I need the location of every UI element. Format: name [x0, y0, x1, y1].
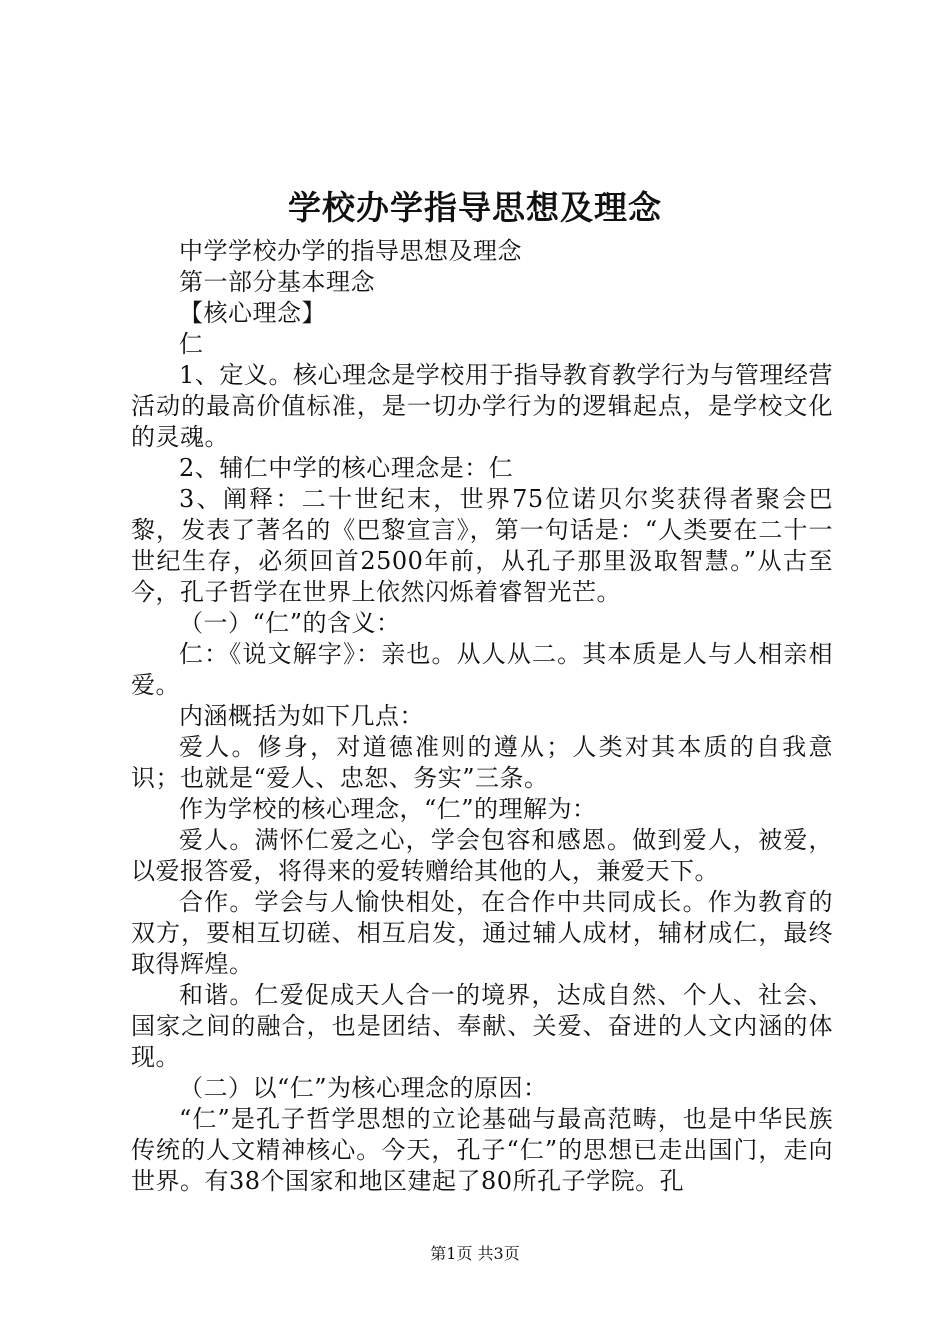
paragraph: 第一部分基本理念 — [179, 268, 375, 296]
paragraph: “仁”是孔子哲学思想的立论基础与最高范畴，也是中华民族传统的人文精神核心。今天，孔子“仁”的思想已走出国门，走向世界。有38个国家和地区建起了80所孔子学院。孔 — [131, 1105, 833, 1195]
paragraph: （一）“仁”的含义： — [179, 609, 401, 637]
paragraph: 爱人。修身，对道德准则的遵从；人类对其本质的自我意识；也就是“爱人、忠恕、务实”三条。 — [131, 733, 833, 792]
paragraph: 【核心理念】 — [179, 299, 326, 327]
paragraph: 内涵概括为如下几点： — [179, 702, 424, 730]
paragraph: 仁 — [179, 330, 204, 358]
paragraph: 作为学校的核心理念，“仁”的理解为： — [179, 795, 597, 823]
paragraph: 合作。学会与人愉快相处，在合作中共同成长。作为教育的双方，要相互切磋、相互启发，通过辅人成材，辅材成仁，最终取得辉煌。 — [131, 888, 833, 978]
document-body — [131, 236, 833, 1197]
paragraph: 2、辅仁中学的核心理念是：仁 — [179, 454, 514, 482]
paragraph: 仁：《说文解字》：亲也。从人从二。其本质是人与人相亲相爱。 — [131, 640, 833, 699]
paragraph: 3、阐释：二十世纪末，世界75位诺贝尔奖获得者聚会巴黎，发表了著名的《巴黎宣言》，第一句话是：“人类要在二十一世纪生存，必须回首2500年前，从孔子那里汲取智慧。”从古至今，孔子哲学在世界上依然闪烁着睿智光芒。 — [131, 485, 833, 606]
paragraph: 中学学校办学的指导思想及理念 — [179, 237, 522, 265]
paragraph: 爱人。满怀仁爱之心，学会包容和感恩。做到爱人，被爱，以爱报答爱，将得来的爱转赠给其他的人，兼爱天下。 — [131, 826, 833, 885]
page-footer: 第1页 共3页 — [430, 1244, 520, 1263]
paragraph: 和谐。仁爱促成天人合一的境界，达成自然、个人、社会、国家之间的融合，也是团结、奉献、关爱、奋进的人文内涵的体现。 — [131, 981, 833, 1071]
paragraph: 1、定义。核心理念是学校用于指导教育教学行为与管理经营活动的最高价值标准，是一切办学行为的逻辑起点，是学校文化的灵魂。 — [131, 361, 833, 451]
paragraph: （二）以“仁”为核心理念的原因： — [179, 1074, 548, 1102]
document-title: 学校办学指导思想及理念 — [288, 188, 662, 227]
